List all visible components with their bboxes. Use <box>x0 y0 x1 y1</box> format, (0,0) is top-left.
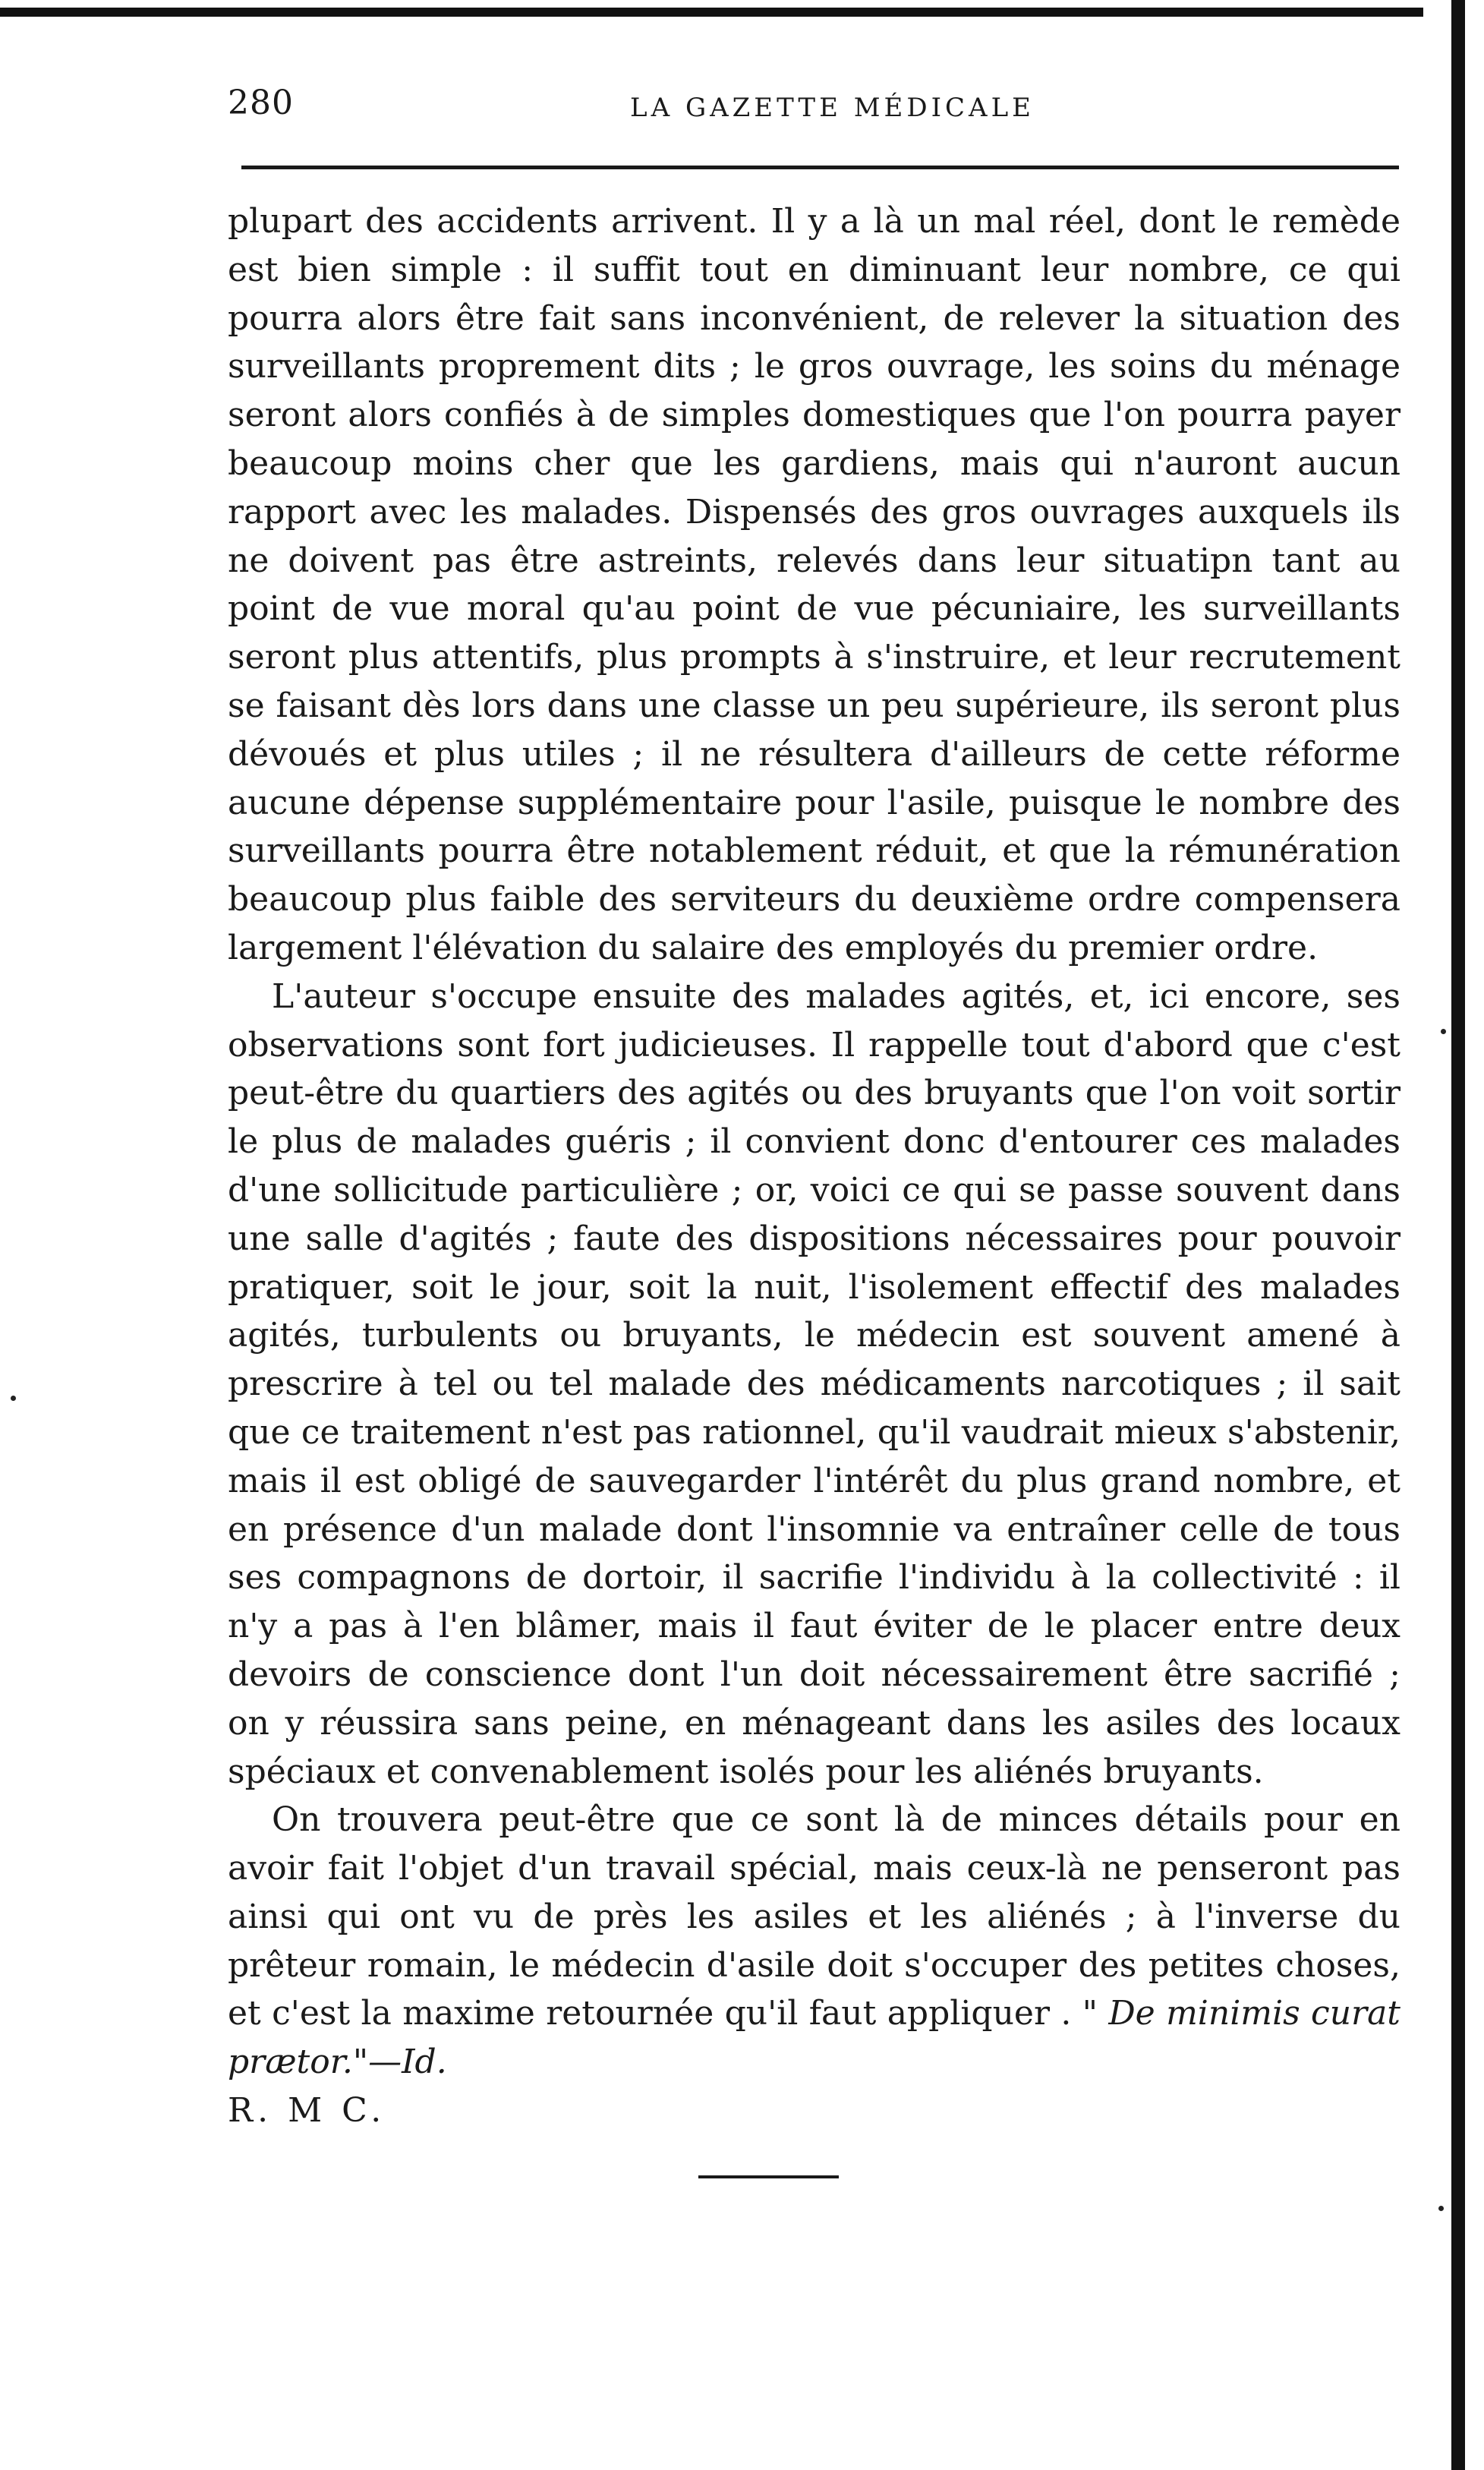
end-rule <box>698 2175 839 2178</box>
latin-quote: " De minimis curat prætor."—Id. <box>228 1994 1401 2082</box>
scan-speck <box>1438 2206 1444 2211</box>
running-title: LA GAZETTE MÉDICALE <box>630 93 1035 123</box>
page-header <box>228 84 1397 144</box>
scan-speck <box>11 1396 16 1401</box>
page-number: 280 <box>228 84 294 122</box>
closing-text: On trouvera peut-être que ce sont là de minces détails pour en avoir fait l'objet d'un travail spécial, mais ceux-là ne penseront pas ainsi qui ont vu de près les asiles et les aliénés ; à l'inverse du prêteur romain, le médecin d'asile doit s'occuper des petites choses, et c'est la maxime retournée qu'il faut appliquer . <box>228 1800 1401 2033</box>
header-rule <box>241 166 1399 169</box>
article-body <box>228 197 1401 2135</box>
paragraph-2: L'auteur s'occupe ensuite des malades agités, et, ici encore, ses observations sont fort judicieuses. Il rappelle tout d'abord que c'est peut-être du quartiers des agités ou des bruyants que l'on voit sortir le plus de malades guéris ; il convient donc d'entourer ces malades d'une sollicitude particulière ; or, voici ce qui se passe souvent dans une salle d'agités ; faute des dispositions nécessaires pour pouvoir pratiquer, soit le jour, soit la nuit, l'isolement effectif des malades agités, turbulents ou bruyants, le médecin est souvent amené à prescrire à tel ou tel malade des médicaments narcotiques ; il sait que ce traitement n'est pas rationnel, qu'il vaudrait mieux s'abstenir, mais il est obligé de sauvegarder l'intérêt du plus grand nombre, et en présence d'un malade dont l'insomnie va entraîner celle de tous ses compagnons de dortoir, il sacrifie l'individu à la collectivité : il n'y a pas à l'en blâmer, mais il faut éviter de le placer entre deux devoirs de conscience dont l'un doit nécessairement être sacrifié ; on y réussira sans peine, en ménageant dans les asiles des locaux spéciaux et convenablement isolés pour les aliénés bruyants. <box>228 976 1401 1791</box>
top-border-rule <box>0 8 1423 17</box>
paragraph-1: plupart des accidents arrivent. Il y a là un mal réel, dont le remède est bien simple : il suffit tout en diminuant leur nombre, ce qui pourra alors être fait sans inconvénient, de relever la situation des surveillants proprement dits ; le gros ouvrage, les soins du ménage seront alors confiés à de simples domestiques que l'on pourra payer beaucoup moins cher que les gardiens, mais qui n'auront aucun rapport avec les malades. Dispensés des gros ouvrages auxquels ils ne doivent pas être astreints, relevés dans leur situatipn tant au point de vue moral qu'au point de vue pécuniaire, les surveillants seront plus attentifs, plus prompts à s'instruire, et leur recrutement se faisant dès lors dans une classe un peu supérieure, ils seront plus dévoués et plus utiles ; il ne résultera d'ailleurs de cette réforme aucune dépense supplémentaire pour l'asile, puisque le nombre des surveillants pourra être notablement réduit, et que la rémunération beaucoup plus faible des serviteurs du deuxième ordre compensera largement l'élévation du salaire des employés du premier ordre. <box>228 202 1401 967</box>
author-signature: R. M C. <box>228 2091 386 2131</box>
closing-paragraph <box>228 1796 1401 2087</box>
scan-speck <box>1441 1029 1446 1034</box>
right-binding-edge <box>1451 0 1465 2470</box>
